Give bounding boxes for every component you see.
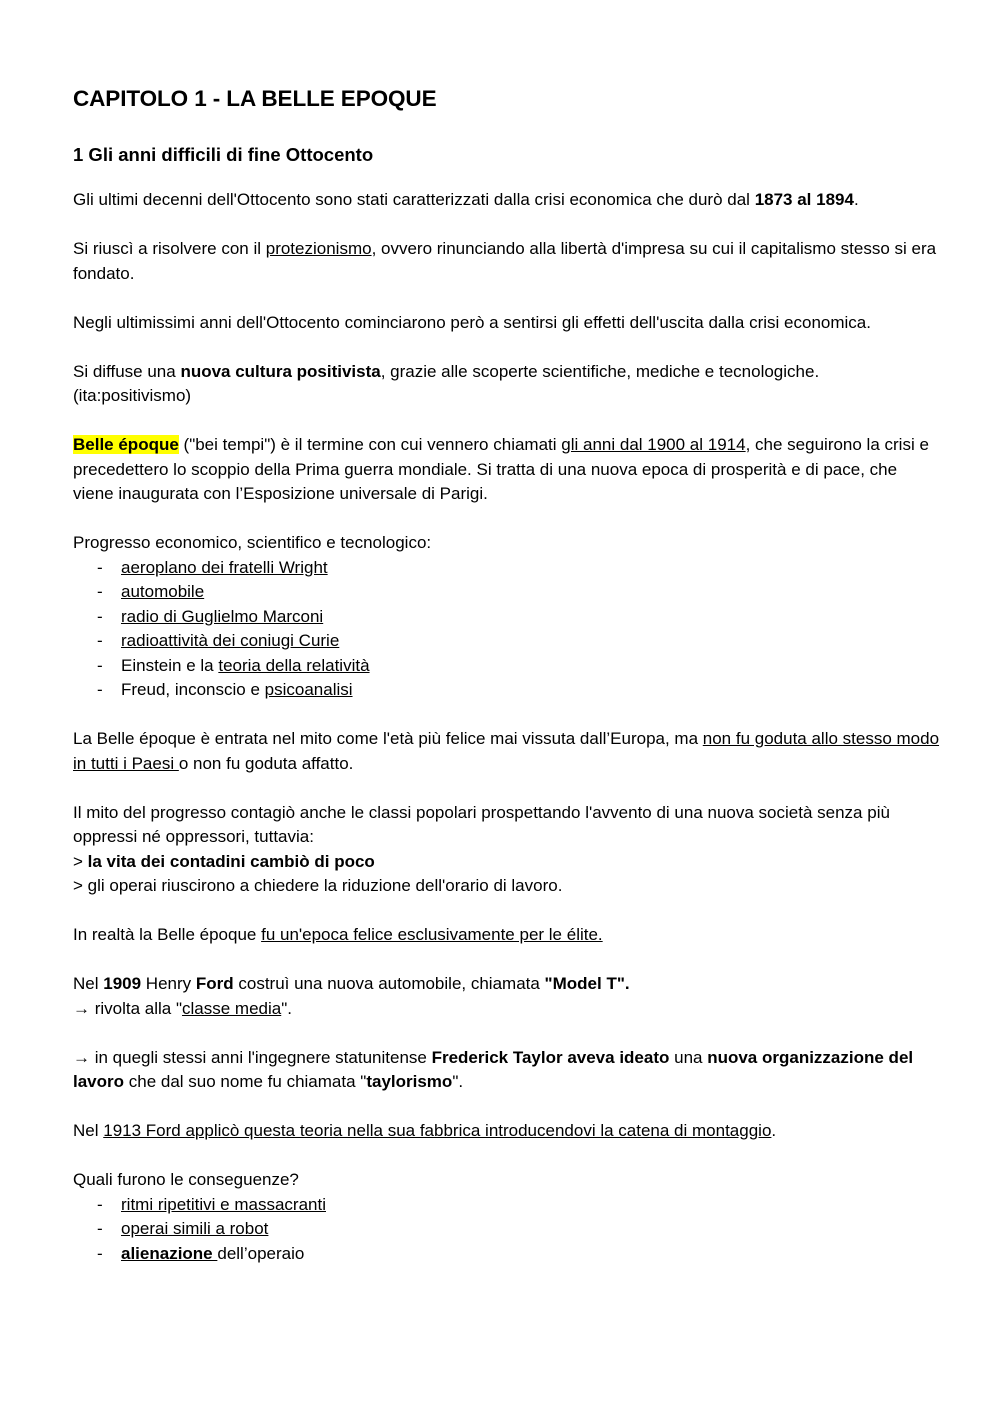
bold-run: la vita dei contadini cambiò di poco [87,851,375,871]
bold-run: "Model T". [544,974,630,993]
underlined-run: protezionismo [265,239,372,258]
progress-list [73,556,940,703]
list-item [73,605,940,630]
text-run: → rivolta alla " [73,998,183,1018]
underlined-run: 1913 Ford applicò questa teoria nella sua fabbrica introducendovi la catena di montaggio [103,1121,772,1140]
text-run: costruì una nuova automobile, chiamata [233,974,545,993]
underlined-run: operai simili a robot [121,1219,269,1238]
list-item [73,654,940,679]
bold-run: 1873 al 1894 [754,190,854,209]
text-run: ("bei tempi") è il termine con cui vennero chiamati [178,435,562,454]
text-run: Nel [73,974,104,993]
bold-run: taylorismo [366,1072,453,1091]
list-item [73,1242,940,1267]
underlined-run: automobile [121,582,205,601]
text-run: , che seguirono la crisi e precedettero lo scoppio della Prima guerra mondiale. Si tratta di una nuova epoca di prosperità e di pace, che viene inaugurata con l’Esposizione universale di Parigi. [73,435,929,503]
text-run: Il mito del progresso contagiò anche le classi popolari prospettando l'avvento di una nuova società senza più oppressi né oppressori, tuttavia: [73,802,890,846]
underlined-run: gli anni dal 1900 al 1914 [561,435,746,454]
text-run: Si diffuse una [73,361,181,381]
spacer [73,703,940,728]
underlined-run: ritmi ripetitivi e massacranti [121,1194,326,1214]
text-run: > gli operai riuscirono a chiedere la riduzione dell'orario di lavoro. [73,876,563,895]
list-item [73,629,940,654]
bold-run: Ford [195,974,234,993]
list-item [73,556,940,581]
bold-underlined-run: alienazione [121,1243,218,1263]
text-run: La Belle époque è entrata nel mito come l'età più felice mai vissuta dall’Europa, ma [73,729,703,748]
paragraph-crisis [73,188,940,213]
text-run: , grazie alle scoperte scientifiche, mediche e tecnologiche. [380,361,820,381]
bold-run: 1909 [103,974,142,993]
paragraph-protectionism [73,237,940,286]
text-run: . [771,1121,777,1140]
text-run: . [853,190,859,209]
underlined-run: psicoanalisi [264,680,353,699]
underlined-run: classe media [182,998,282,1018]
list-item [73,678,940,703]
paragraph-elite [73,923,940,948]
underlined-run: fu un'epoca felice esclusivamente per le élite. [261,925,603,944]
text-run: Einstein e la [121,655,219,675]
text-run: Negli ultimissimi anni dell'Ottocento cominciarono però a sentirsi gli effetti dell'uscita dalla crisi economica. [73,312,871,332]
underlined-run: teoria della relatività [218,655,370,675]
underlined-run: non fu goduta allo stesso modo in tutti i Paesi [73,729,940,773]
text-run: ". [452,1072,464,1091]
list-item [73,1217,940,1242]
paragraph-positivism [73,360,940,409]
paragraph-myth [73,727,940,776]
paragraph-exit-crisis [73,311,940,336]
paragraph-taylor [73,1046,940,1095]
paragraph-classes [73,801,940,899]
underlined-run: radio di Guglielmo Marconi [121,606,324,626]
consequences-list [73,1193,940,1267]
text-run: > [73,851,88,871]
text-run: una [669,1047,708,1067]
list-item [73,580,940,605]
text-run: che dal suo nome fu chiamata " [124,1072,367,1091]
chapter-title: CAPITOLO 1 - LA BELLE EPOQUE [73,86,437,111]
progress-intro: Progresso economico, scientifico e tecnologico: [73,533,432,552]
bold-run: nuova cultura positivista [180,361,381,381]
section-heading: 1 Gli anni difficili di fine Ottocento [73,144,374,165]
consequences-intro: Quali furono le conseguenze? [73,1170,299,1189]
text-run: o non fu goduta affatto. [178,753,354,773]
paragraph-ford [73,972,940,1021]
paragraph-belle-epoque [73,433,940,507]
text-run: dell’operaio [217,1243,305,1263]
text-run: Gli ultimi decenni dell'Ottocento sono stati caratterizzati dalla crisi economica che durò dal [73,190,755,209]
underlined-run: radioattività dei coniugi Curie [121,631,340,650]
text-run: (ita:positivismo) [73,386,192,405]
text-run: In realtà la Belle époque [73,925,262,944]
highlighted-term: Belle époque [73,435,179,454]
text-run: → in quegli stessi anni l'ingegnere statunitense [73,1047,432,1067]
bold-run: nuova organizzazione del lavoro [73,1047,914,1091]
paragraph-assembly-line [73,1119,940,1144]
text-run: ". [281,998,292,1018]
text-run: , ovvero rinunciando alla libertà d'impresa su cui il capitalismo stesso si era fondato. [73,239,937,283]
text-run: Nel [73,1121,104,1140]
text-run: Henry [141,974,196,993]
list-item [73,1193,940,1218]
text-run: Freud, inconscio e [121,680,265,699]
underlined-run: aeroplano dei fratelli Wright [121,557,328,577]
bold-run: Frederick Taylor aveva ideato [431,1047,670,1067]
text-run: Si riuscì a risolvere con il [73,239,266,258]
